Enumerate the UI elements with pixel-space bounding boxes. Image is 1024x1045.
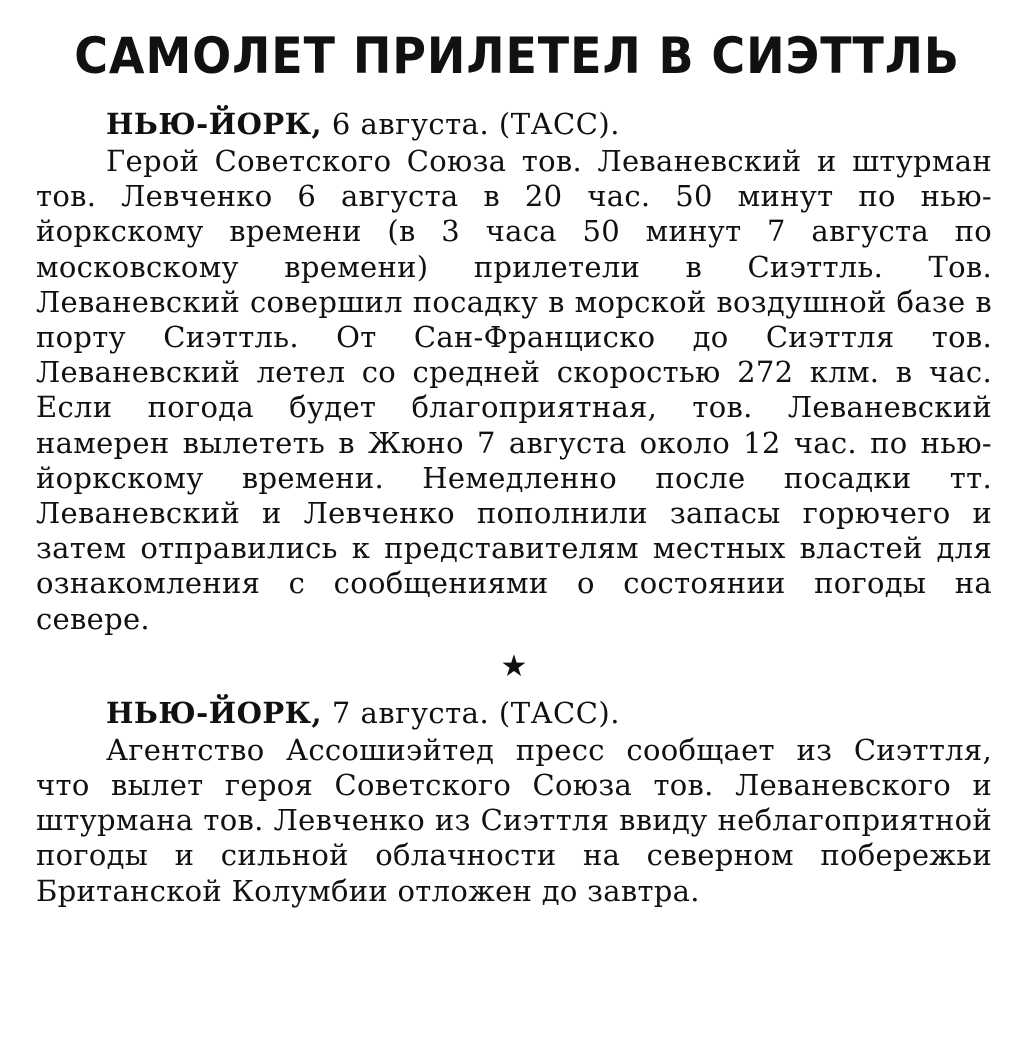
star-separator-icon: ★ bbox=[500, 648, 528, 684]
news-article bbox=[36, 26, 992, 909]
dateline bbox=[106, 695, 992, 731]
item-body: Агентство Ассошиэйтед пресс сообщает из Сиэттля, что вылет героя Советского Союза тов. Леваневского и штурмана тов. Левченко из Сиэттля ввиду неблагоприятной погоды и сильной облачности на северном побережьи Британской Колумбии отложен до завтра. bbox=[36, 732, 992, 908]
item-body: Герой Советского Союза тов. Леваневский и штурман тов. Левченко 6 августа в 20 час. 50 минут по нью-йоркскому времени (в 3 часа 50 минут 7 августа по московскому времени) прилетели в Сиэттль. Тов. Леваневский совершил посадку в морской воздушной базе в порту Сиэттль. От Сан-Франциско до Сиэттля тов. Леваневский летел со средней скоростью 272 клм. в час. Если погода будет благоприятная, тов. Леваневский намерен вылететь в Жюно 7 августа около 12 час. по нью-йоркскому времени. Немедленно после посадки тт. Леваневский и Левченко пополнили запасы горючего и затем отправились к представителям местных властей для ознакомления с сообщениями о состоянии погоды на севере. bbox=[36, 144, 992, 636]
dateline-city: НЬЮ-ЙОРК, bbox=[106, 695, 323, 730]
dateline-city: НЬЮ-ЙОРК, bbox=[106, 107, 323, 141]
dateline-date: 7 августа. (ТАСС). bbox=[331, 695, 620, 730]
dateline bbox=[106, 106, 992, 142]
dateline-date: 6 августа. (ТАСС). bbox=[331, 107, 620, 141]
news-item-2 bbox=[36, 695, 992, 909]
headline: САМОЛЕТ ПРИЛЕТЕЛ В СИЭТТЛЬ bbox=[74, 27, 960, 85]
news-item-1 bbox=[36, 106, 992, 637]
